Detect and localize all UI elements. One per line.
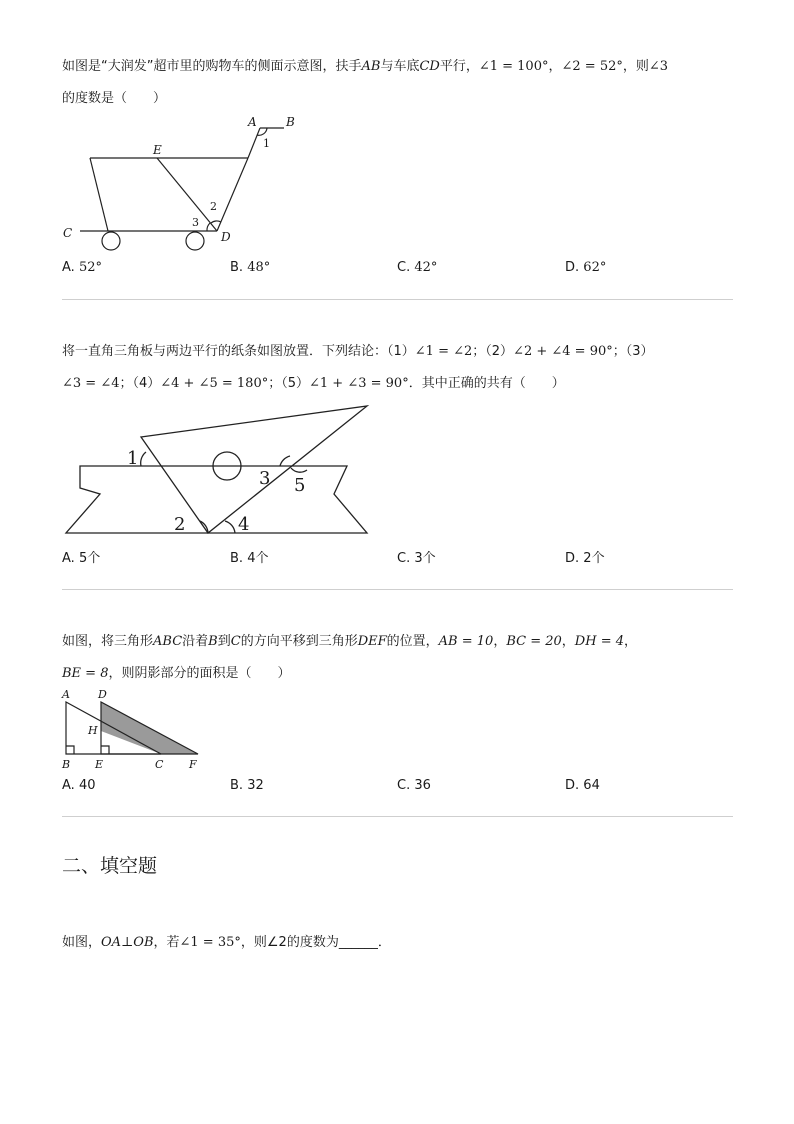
angle-4-arc: [225, 521, 235, 533]
label-angle-4: 4: [238, 514, 250, 535]
label-angle-3: 3: [259, 468, 271, 489]
label-h: H: [88, 724, 98, 737]
label-c: C: [155, 758, 164, 771]
q3-stem-math: B: [208, 634, 218, 649]
label-angle-2: 2: [174, 514, 186, 535]
q3-stem-text: ，: [493, 634, 507, 649]
angle-5-arc: [291, 468, 307, 472]
label-d: D: [98, 688, 107, 701]
q1-stem-text: ，则: [622, 59, 649, 74]
option-letter: C.: [397, 260, 411, 275]
option-letter: D.: [565, 551, 580, 566]
label-angle-5: 5: [294, 475, 306, 496]
label-angle-3: 3: [192, 216, 199, 229]
cart-left-side: [90, 158, 108, 231]
right-angle-b: [66, 746, 74, 754]
label-b: B: [62, 758, 71, 771]
q2-stem-math: ∠2 + ∠4 = 90°: [513, 344, 613, 359]
q3-stem-math: C: [230, 634, 241, 649]
q4-stem-text: 如图，: [62, 935, 102, 950]
q2-stem-text: 将一直角三角板与两边平行的纸条如图放置．下列结论：（1）: [62, 344, 415, 359]
option-value: 36: [414, 778, 431, 793]
q2-option-b[interactable]: [230, 551, 268, 567]
q1-option-b[interactable]: [230, 260, 270, 276]
q1-option-a[interactable]: [62, 260, 102, 276]
label-a: A: [62, 688, 70, 701]
q1-option-d[interactable]: [565, 260, 606, 276]
q4-stem-text: ，则∠2的度数为: [240, 935, 339, 950]
q1-option-c[interactable]: [397, 260, 437, 276]
q1-stem-text: ，: [548, 59, 562, 74]
q1-stem-line1: [62, 59, 668, 75]
q3-stem-text: 如图，将三角形: [62, 634, 154, 649]
q3-stem-text: 的位置，: [386, 634, 439, 649]
option-letter: C.: [397, 778, 411, 793]
right-angle-e: [101, 746, 109, 754]
option-letter: D.: [565, 778, 580, 793]
label-angle-2: 2: [210, 200, 217, 213]
option-value: 32: [247, 778, 264, 793]
angle-2-arc: [211, 221, 221, 223]
label-e: E: [153, 143, 162, 157]
option-value: 48°: [247, 260, 271, 275]
q2-stem-line2: [62, 376, 565, 392]
q2-stem-text: ；（4）: [119, 376, 161, 391]
q3-stem-math: DH = 4: [574, 634, 624, 649]
q2-option-d[interactable]: [565, 551, 605, 567]
q3-figure-translated-triangles: [58, 683, 208, 773]
q3-stem-text: ，: [624, 634, 638, 649]
q3-option-a[interactable]: [62, 778, 95, 794]
q2-stem-text: ．其中正确的共有（ ）: [408, 376, 565, 391]
option-letter: B.: [230, 260, 244, 275]
option-letter: C.: [397, 551, 411, 566]
q2-figure-triangle-strip: [60, 400, 380, 540]
q4-stem-text: ．: [377, 935, 391, 950]
divider: [62, 816, 733, 817]
wheel-left: [102, 232, 120, 250]
label-a: A: [248, 115, 257, 129]
handle-segment: [248, 128, 260, 158]
option-letter: B.: [230, 778, 244, 793]
q2-stem-math: ∠1 = ∠2: [414, 344, 473, 359]
q1-stem-math-cd: CD: [419, 59, 440, 74]
section-title: 二、填空题: [62, 855, 158, 877]
option-value: 52°: [78, 260, 102, 275]
option-value: 40: [78, 778, 96, 793]
option-value: 4个: [247, 551, 269, 566]
label-c: C: [63, 226, 73, 240]
q2-stem-line1: [62, 344, 654, 360]
brace-ed: [157, 158, 217, 231]
q3-stem-text: ，则阴影部分的面积是（ ）: [108, 666, 291, 681]
option-letter: A.: [62, 778, 75, 793]
wheel-right: [186, 232, 204, 250]
q2-stem-text: ；（3）: [612, 344, 654, 359]
label-f: F: [189, 758, 197, 771]
label-b: B: [286, 115, 295, 129]
label-angle-1: 1: [263, 137, 270, 150]
q3-stem-math: BC = 20: [506, 634, 562, 649]
q2-option-a[interactable]: [62, 551, 100, 567]
label-d: D: [221, 230, 231, 244]
option-value: 2个: [583, 551, 605, 566]
q1-stem-math-angle2: ∠2 = 52°: [561, 59, 623, 74]
option-value: 62°: [583, 260, 607, 275]
q2-stem-math: ∠3 = ∠4: [62, 376, 120, 391]
option-value: 3个: [414, 551, 436, 566]
q2-stem-text: ；（2）: [472, 344, 514, 359]
q3-option-c[interactable]: [397, 778, 431, 794]
angle-1-arc: [141, 452, 146, 466]
q1-stem-math-angle3: ∠3: [648, 59, 669, 74]
q1-stem-line2: 的度数是（ ）: [62, 91, 167, 106]
q2-stem-text: ；（5）: [268, 376, 310, 391]
divider: [62, 299, 733, 300]
cart-right-side: [217, 158, 248, 231]
label-angle-1: 1: [127, 448, 139, 469]
option-letter: D.: [565, 260, 580, 275]
q2-option-c[interactable]: [397, 551, 436, 567]
option-letter: A.: [62, 551, 75, 566]
option-letter: A.: [62, 260, 75, 275]
q3-stem-text: 沿着: [182, 634, 209, 649]
option-value: 64: [583, 778, 600, 793]
q1-stem-math-ab: AB: [361, 59, 381, 74]
q1-stem-text: 如图是“大润发”超市里的购物车的侧面示意图，扶手: [62, 59, 362, 74]
q3-stem-line2: [62, 666, 291, 682]
angle-3-arc: [207, 223, 210, 231]
q3-stem-text: 到: [217, 634, 231, 649]
q2-stem-math: ∠1 + ∠3 = 90°: [309, 376, 409, 391]
q3-option-b[interactable]: [230, 778, 264, 794]
q4-stem-text: ，若: [153, 935, 180, 950]
q1-stem-text: 与车底: [380, 59, 420, 74]
q3-stem-math: DEF: [357, 634, 387, 649]
q1-stem-text: 平行，: [439, 59, 479, 74]
option-letter: B.: [230, 551, 244, 566]
label-e: E: [95, 758, 104, 771]
q3-stem-text: 的方向平移到三角形: [240, 634, 358, 649]
q4-answer-blank[interactable]: ______: [338, 935, 378, 950]
q1-figure-shopping-cart: [55, 110, 315, 255]
q1-stem-math-angle1: ∠1 = 100°: [478, 59, 549, 74]
q3-stem-math: BE = 8: [62, 666, 109, 681]
q4-stem-math: ∠1 = 35°: [179, 935, 241, 950]
q3-stem-math: AB = 10: [438, 634, 494, 649]
option-value: 42°: [414, 260, 438, 275]
q3-stem-line1: [62, 634, 637, 650]
option-value: 5个: [78, 551, 101, 566]
q3-stem-text: ，: [561, 634, 575, 649]
q3-option-d[interactable]: [565, 778, 600, 794]
angle-3-arc: [280, 456, 290, 466]
q2-stem-math: ∠4 + ∠5 = 180°: [160, 376, 269, 391]
q4-stem: [62, 935, 391, 951]
divider: [62, 589, 733, 590]
q3-stem-math: ABC: [153, 634, 183, 649]
q4-stem-math: OA⊥OB: [101, 935, 154, 950]
